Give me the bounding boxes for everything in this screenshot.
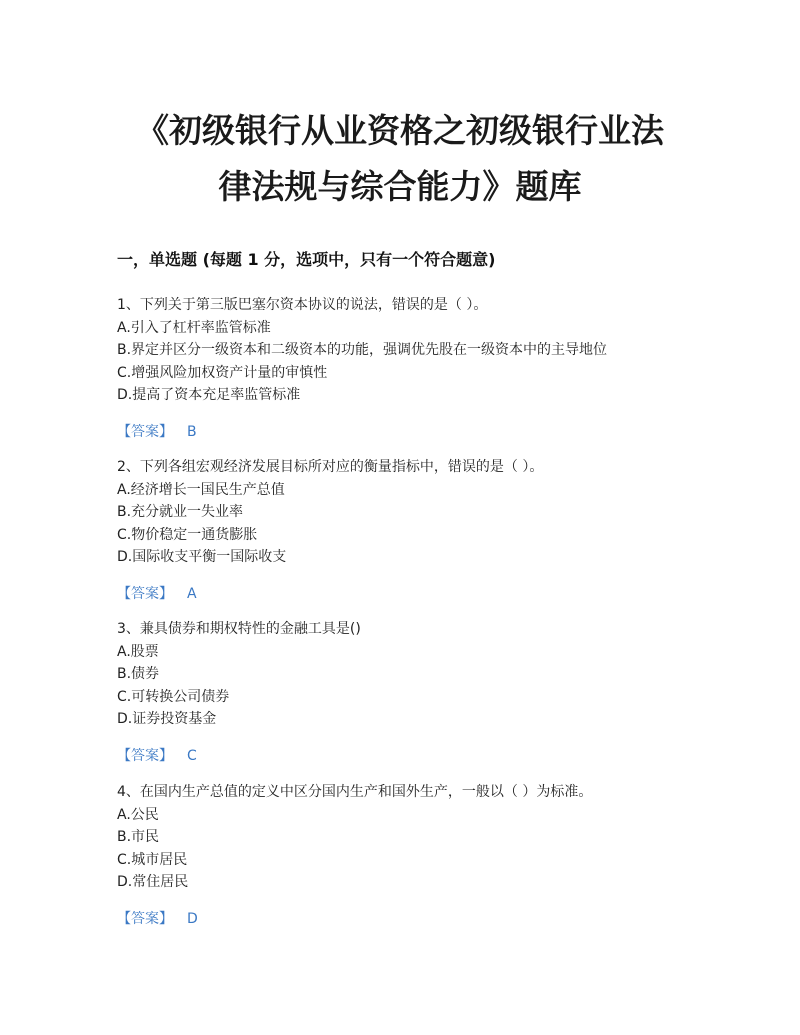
- option-b: B.债券: [117, 666, 160, 682]
- option-d: D.常住居民: [117, 874, 189, 890]
- document-title: [100, 103, 700, 215]
- answer-value: C: [187, 747, 197, 764]
- option-b: B.市民: [117, 829, 160, 845]
- option-b: B.界定并区分一级资本和二级资本的功能，强调优先股在一级资本中的主导地位: [117, 342, 608, 358]
- question-3: [117, 618, 717, 767]
- option-c: C.物价稳定一通货膨胀: [117, 526, 258, 543]
- option-d: D.国际收支平衡一国际收支: [117, 549, 287, 565]
- answer-label: 【答案】: [117, 747, 173, 764]
- option-b: B.充分就业一失业率: [117, 504, 244, 520]
- title-line-1: 《初级银行从业资格之初级银行业法: [136, 111, 664, 150]
- option-d: D.证券投资基金: [117, 711, 217, 727]
- question-stem: 3、兼具债券和期权特性的金融工具是(): [117, 621, 361, 637]
- question-4: [117, 781, 717, 930]
- question-stem: 1、下列关于第三版巴塞尔资本协议的说法，错误的是（ ）。: [117, 297, 488, 313]
- question-2: [117, 456, 717, 605]
- option-a: A.股票: [117, 643, 159, 660]
- option-a: A.经济增长一国民生产总值: [117, 481, 285, 498]
- title-line-2: 律法规与综合能力》题库: [218, 167, 582, 206]
- section-heading: 一，单选题 (每题 1 分，选项中，只有一个符合题意): [117, 250, 496, 269]
- option-c: C.可转换公司债券: [117, 688, 230, 705]
- answer-line: [117, 908, 717, 930]
- answer-value: D: [187, 910, 198, 927]
- answer-label: 【答案】: [117, 423, 173, 440]
- answer-line: [117, 421, 717, 443]
- option-d: D.提高了资本充足率监管标准: [117, 387, 301, 403]
- answer-line: [117, 583, 717, 605]
- question-stem: 2、下列各组宏观经济发展目标所对应的衡量指标中，错误的是（ ）。: [117, 459, 544, 475]
- question-stem: 4、在国内生产总值的定义中区分国内生产和国外生产，一般以（ ）为标准。: [117, 784, 593, 800]
- option-a: A.公民: [117, 806, 159, 823]
- answer-value: A: [187, 585, 197, 602]
- answer-label: 【答案】: [117, 910, 173, 927]
- answer-line: [117, 745, 717, 767]
- option-c: C.城市居民: [117, 851, 188, 868]
- answer-value: B: [187, 423, 197, 440]
- question-1: [117, 294, 717, 443]
- option-c: C.增强风险加权资产计量的审慎性: [117, 364, 328, 381]
- answer-label: 【答案】: [117, 585, 173, 602]
- option-a: A.引入了杠杆率监管标准: [117, 319, 271, 336]
